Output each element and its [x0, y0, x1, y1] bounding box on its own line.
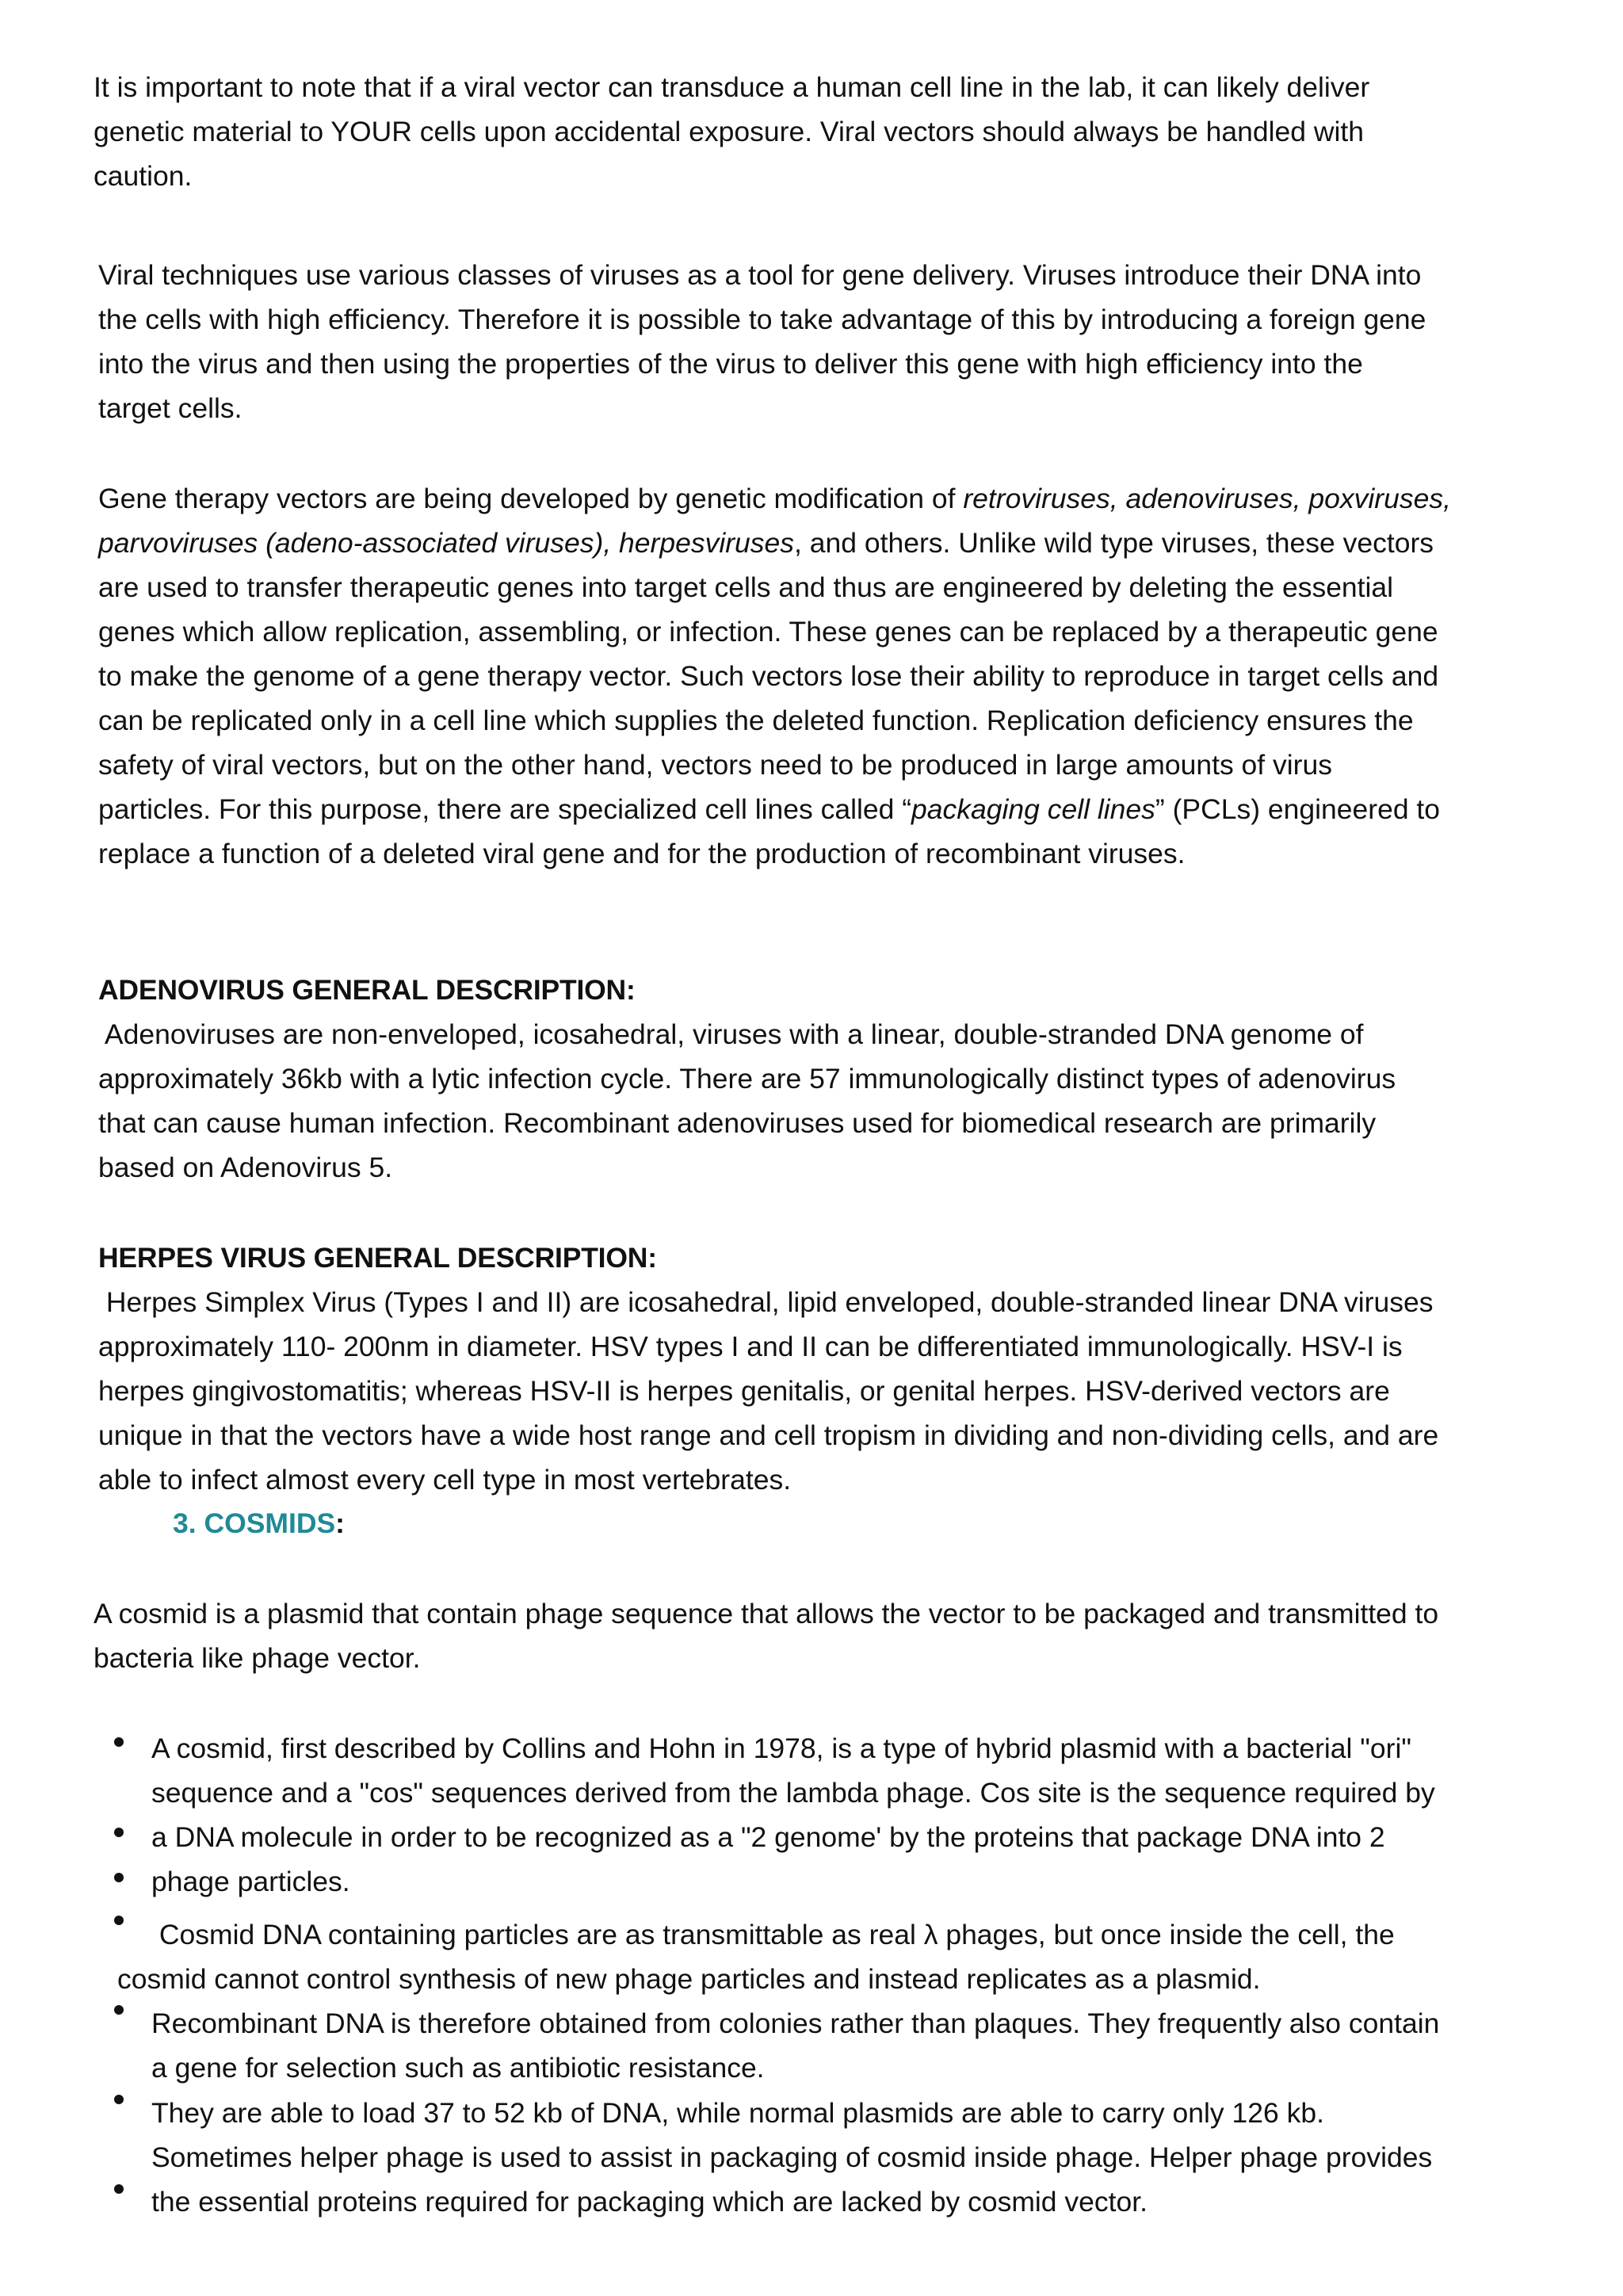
bullet-line: a gene for selection such as antibiotic resistance.	[151, 2052, 765, 2084]
italic-term: packaging cell lines	[911, 793, 1155, 825]
text-line: bacteria like phage vector.	[94, 1642, 421, 1674]
warning-paragraph	[94, 65, 1623, 198]
bullet-dot	[114, 2005, 124, 2015]
viral-techniques-paragraph	[98, 253, 1623, 430]
bullet-line: sequence and a "cos" sequences derived from the lambda phage. Cos site is the sequence required by	[151, 1777, 1435, 1809]
text-line: to make the genome of a gene therapy vector. Such vectors lose their ability to reproduce in target cells and	[98, 660, 1439, 692]
text-run: ” (PCLs) engineered to	[1155, 793, 1441, 825]
text-line: approximately 36kb with a lytic infection cycle. There are 57 immunologically distinct types of adenovirus	[98, 1063, 1396, 1095]
text-line: unique in that the vectors have a wide host range and cell tropism in dividing and non-dividing cells, and are	[98, 1419, 1439, 1451]
text-run: , and others. Unlike wild type viruses, these vectors	[794, 527, 1434, 559]
bullet-dot	[114, 1828, 124, 1837]
text-line: caution.	[94, 160, 193, 192]
text-run: particles. For this purpose, there are specialized cell lines called “	[98, 793, 912, 825]
text-line: based on Adenovirus 5.	[98, 1152, 393, 1183]
bullet-line: a DNA molecule in order to be recognized as a "2 genome' by the proteins that package DNA into 2	[151, 1821, 1385, 1853]
text-line: herpes gingivostomatitis; whereas HSV-II is herpes genitalis, or genital herpes. HSV-derived vectors are	[98, 1375, 1390, 1407]
bullet-line: Cosmid DNA containing particles are as transmittable as real λ phages, but once inside the cell, the	[151, 1919, 1395, 1950]
text-line: Viral techniques use various classes of viruses as a tool for gene delivery. Viruses introduce their DNA into	[98, 259, 1422, 291]
bullet-dot	[114, 2184, 124, 2194]
adenovirus-heading: ADENOVIRUS GENERAL DESCRIPTION:	[98, 974, 636, 1006]
text-line: that can cause human infection. Recombinant adenoviruses used for biomedical research are primarily	[98, 1107, 1377, 1139]
bullet-line: Recombinant DNA is therefore obtained from colonies rather than plaques. They frequently also contain	[151, 2008, 1440, 2039]
herpes-section	[98, 1236, 1623, 1502]
bullet-line: A cosmid, first described by Collins and Hohn in 1978, is a type of hybrid plasmid with a bacterial "ori"	[151, 1733, 1411, 1764]
cosmids-colon: :	[335, 1507, 345, 1539]
text-line: can be replicated only in a cell line which supplies the deleted function. Replication deficiency ensures the	[98, 705, 1414, 736]
text-line	[98, 476, 1623, 521]
cosmids-heading	[173, 1501, 807, 1545]
bullet-line: They are able to load 37 to 52 kb of DNA, while normal plasmids are able to carry only 126 kb.	[151, 2097, 1324, 2129]
cosmid-intro-paragraph	[94, 1591, 1623, 1680]
bullet-dot	[114, 1873, 124, 1882]
text-line	[98, 521, 1623, 565]
text-line: target cells.	[98, 392, 242, 424]
bullet-line: the essential proteins required for packaging which are lacked by cosmid vector.	[151, 2186, 1148, 2218]
text-line: Herpes Simplex Virus (Types I and II) are icosahedral, lipid enveloped, double-stranded linear DNA viruses	[98, 1286, 1434, 1318]
text-line: genetic material to YOUR cells upon accidental exposure. Viral vectors should always be handled with	[94, 116, 1364, 147]
text-line	[98, 787, 1623, 831]
bullet-dot	[114, 2095, 124, 2104]
bullet-line: cosmid cannot control synthesis of new phage particles and instead replicates as a plasmid.	[117, 1963, 1261, 1995]
bullet-dot	[114, 1916, 124, 1925]
italic-virus-list: retroviruses, adenoviruses, poxviruses,	[963, 483, 1451, 514]
text-line: are used to transfer therapeutic genes into target cells and thus are engineered by deleting the essential	[98, 571, 1394, 603]
gene-therapy-paragraph	[98, 476, 1623, 876]
text-line: into the virus and then using the properties of the virus to deliver this gene with high efficiency into the	[98, 348, 1363, 380]
bullet-dot	[114, 1737, 124, 1747]
cosmids-heading-line	[173, 1501, 807, 1545]
text-line: It is important to note that if a viral vector can transduce a human cell line in the lab, it can likely deliver	[94, 71, 1370, 103]
bullet-line: phage particles.	[151, 1866, 350, 1897]
text-line: replace a function of a deleted viral gene and for the production of recombinant viruses.	[98, 838, 1186, 869]
cosmids-title: 3. COSMIDS	[173, 1507, 336, 1539]
herpes-heading: HERPES VIRUS GENERAL DESCRIPTION:	[98, 1242, 657, 1274]
text-line: able to infect almost every cell type in most vertebrates.	[98, 1464, 792, 1496]
text-line: genes which allow replication, assembling, or infection. These genes can be replaced by a therapeutic gene	[98, 616, 1438, 648]
bullet-line: Sometimes helper phage is used to assist in packaging of cosmid inside phage. Helper phage provides	[151, 2141, 1433, 2173]
adenovirus-section	[98, 968, 1623, 1190]
text-line: the cells with high efficiency. Therefore it is possible to take advantage of this by introducing a foreign gene	[98, 304, 1426, 335]
text-line: safety of viral vectors, but on the other hand, vectors need to be produced in large amounts of virus	[98, 749, 1332, 781]
text-line: Adenoviruses are non-enveloped, icosahedral, viruses with a linear, double-stranded DNA genome of	[98, 1018, 1364, 1050]
text-line: A cosmid is a plasmid that contain phage sequence that allows the vector to be packaged and transmitted to	[94, 1598, 1439, 1629]
text-run: Gene therapy vectors are being developed by genetic modification of	[98, 483, 964, 514]
text-line: approximately 110- 200nm in diameter. HSV types I and II can be differentiated immunologically. HSV-I is	[98, 1331, 1403, 1362]
italic-virus-list: parvoviruses (adeno-associated viruses), herpesviruses	[98, 527, 795, 559]
